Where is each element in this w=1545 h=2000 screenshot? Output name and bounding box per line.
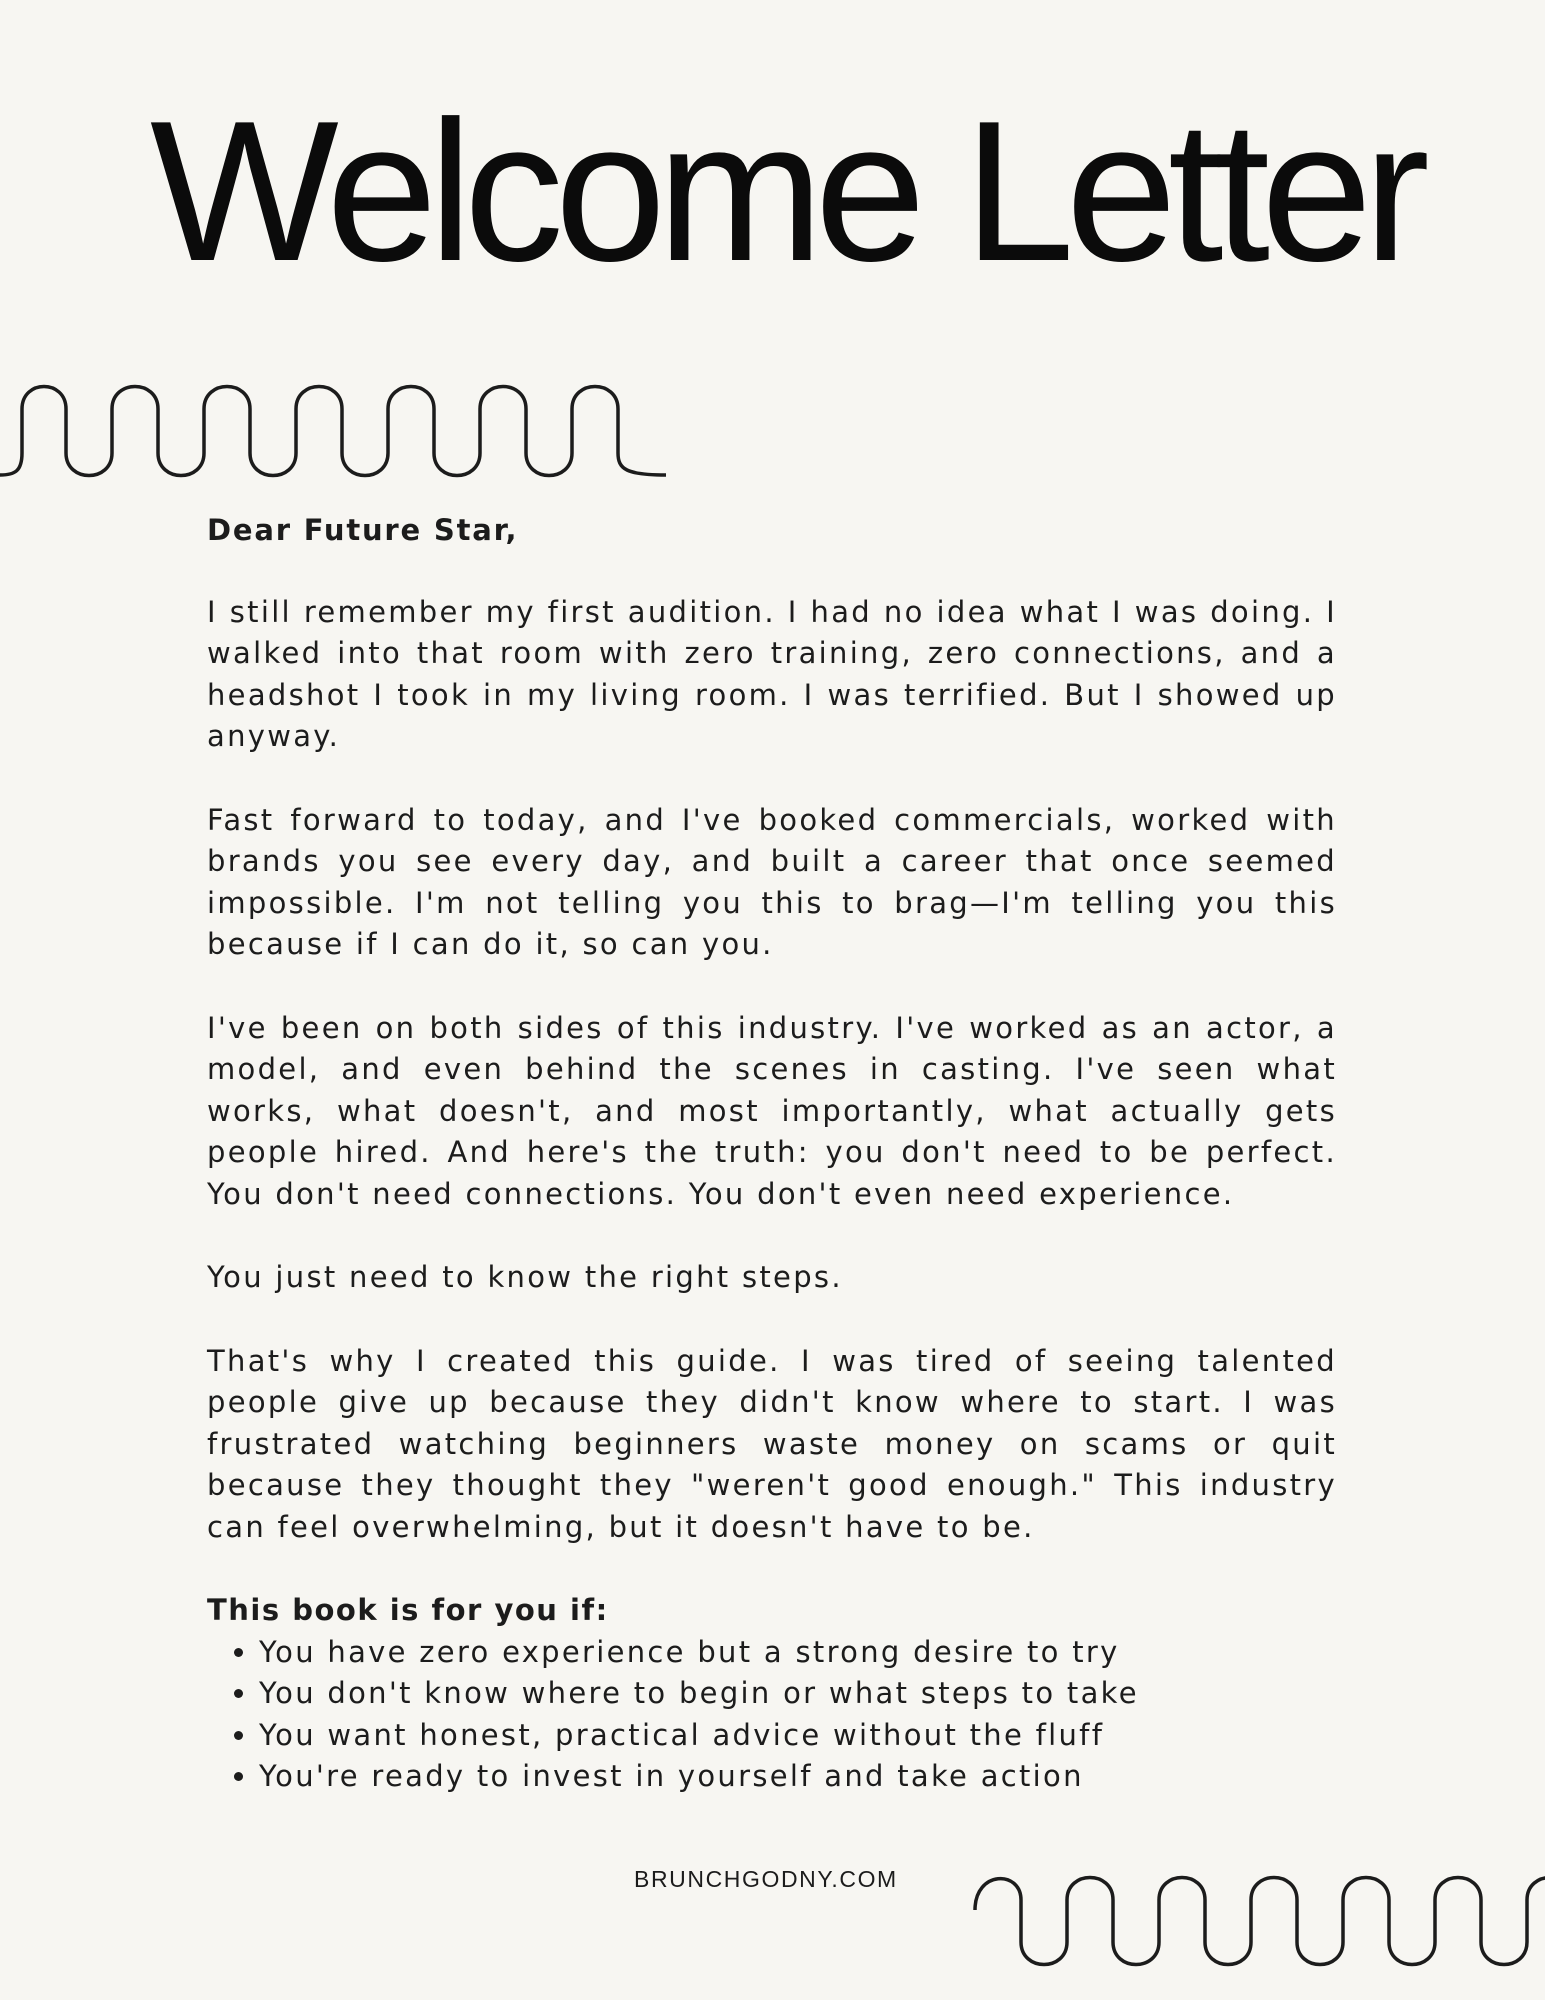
paragraph: Fast forward to today, and I've booked commercials, worked with brands you see every day, and built a career that once seemed impossible. I'm not telling you this to brag—I'm telling you this because if I can do it, so can you. [207, 802, 1337, 961]
bullet-list [207, 1632, 1337, 1798]
decorative-wave-top [0, 383, 670, 479]
letter-body [207, 510, 1337, 1798]
list-item: • You want honest, practical advice without the fluff [259, 1715, 1337, 1757]
list-item: • You're ready to invest in yourself and take action [259, 1756, 1337, 1798]
greeting: Dear Future Star, [207, 513, 519, 547]
decorative-wave-bottom [975, 1870, 1545, 1970]
paragraph: That's why I created this guide. I was tired of seeing talented people give up because they didn't know where to start. I was frustrated watching beginners waste money on scams or quit because they thought they "weren't good enough." This industry can feel overwhelming, but it doesn't have to be. [207, 1343, 1337, 1544]
paragraph: I've been on both sides of this industry. I've worked as an actor, a model, and even behind the scenes in casting. I've seen what works, what doesn't, and most importantly, what actually gets people hired. And here's the truth: you don't need to be perfect. You don't need connections. You don't even need experience. [207, 1010, 1337, 1211]
page-title: Welcome Letter [150, 80, 1421, 303]
footer-website: BRUNCHGODNY.COM [634, 1866, 898, 1892]
list-heading: This book is for you if: [207, 1593, 609, 1627]
paragraph: You just need to know the right steps. [207, 1260, 843, 1294]
list-item: • You have zero experience but a strong desire to try [259, 1632, 1337, 1674]
list-item: • You don't know where to begin or what steps to take [259, 1673, 1337, 1715]
paragraph: I still remember my first audition. I had no idea what I was doing. I walked into that room with zero training, zero connections, and a headshot I took in my living room. I was terrified. But I showed up anyway. [207, 594, 1337, 753]
